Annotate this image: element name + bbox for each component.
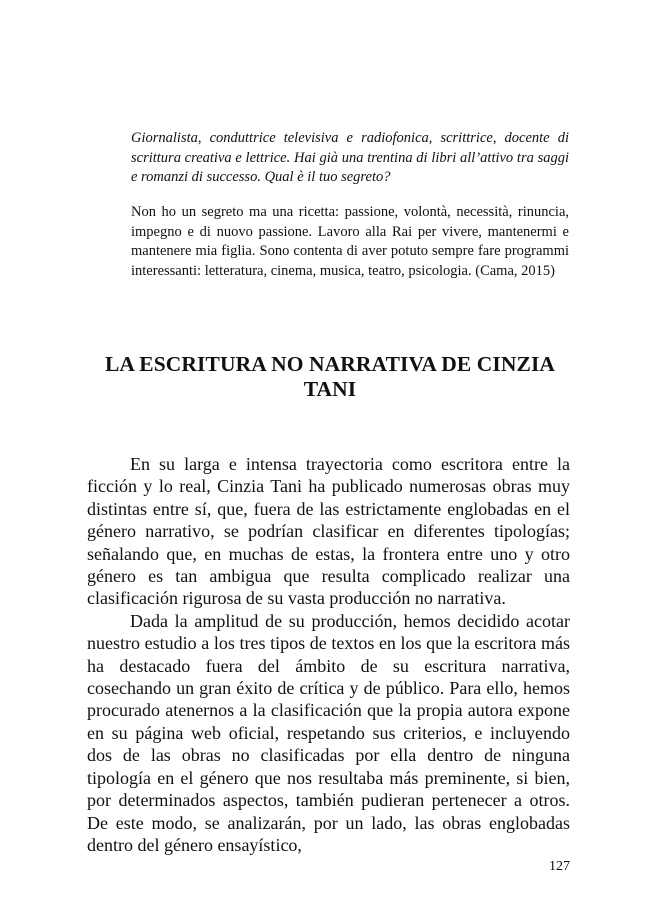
body-text — [87, 453, 570, 856]
interview-answer: Non ho un segreto ma una ricetta: passione, volontà, necessità, rinuncia, impegno e di nuovo passione. Lavoro alla Rai per vivere, mantenermi e mantenere mia figlia. Sono contenta di aver potuto sempre fare programmi interessanti: letteratura, cinema, musica, teatro, psicologia. (Cama, 2015) — [131, 204, 569, 279]
page-number: 127 — [549, 859, 570, 874]
body-paragraph-1: En su larga e intensa trayectoria como escritora entre la ficción y lo real, Cinzia Tani ha publicado numerosas obras muy distintas entre sí, que, fuera de las estrictamente englobadas en el género narrativo, se podrían clasificar en diferentes tipologías; señalando que, en muchas de estas, la frontera entre uno y otro género es tan ambigua que resulta complicado realizar una clasificación rigurosa de su vasta producción no narrativa. — [87, 454, 570, 609]
body-paragraph-2: Dada la amplitud de su producción, hemos decidido acotar nuestro estudio a los tres tipos de textos en los que la escritora más ha destacado fuera del ámbito de su escritura narrativa, cosechando un gran éxito de crítica y de público. Para ello, hemos procurado atenernos a la clasificación que la propia autora expone en su página web oficial, respetando sus criterios, e incluyendo dos de las obras no clasificadas por ella dentro de ninguna tipología en el género que nos resultaba más preminente, si bien, por determinados aspectos, también pudieran pertenecer a otros. De este modo, se analizarán, por un lado, las obras englobadas dentro del género ensayístico, — [87, 610, 570, 855]
section-heading: LA ESCRITURA NO NARRATIVA DE CINZIA TANI — [104, 352, 556, 401]
interview-question: Giornalista, conduttrice televisiva e radiofonica, scrittrice, docente di scrittura creativa e lettrice. Hai già una trentina di libri all’attivo tra saggi e romanzi di successo. Qual è il tuo segreto? — [131, 130, 569, 185]
